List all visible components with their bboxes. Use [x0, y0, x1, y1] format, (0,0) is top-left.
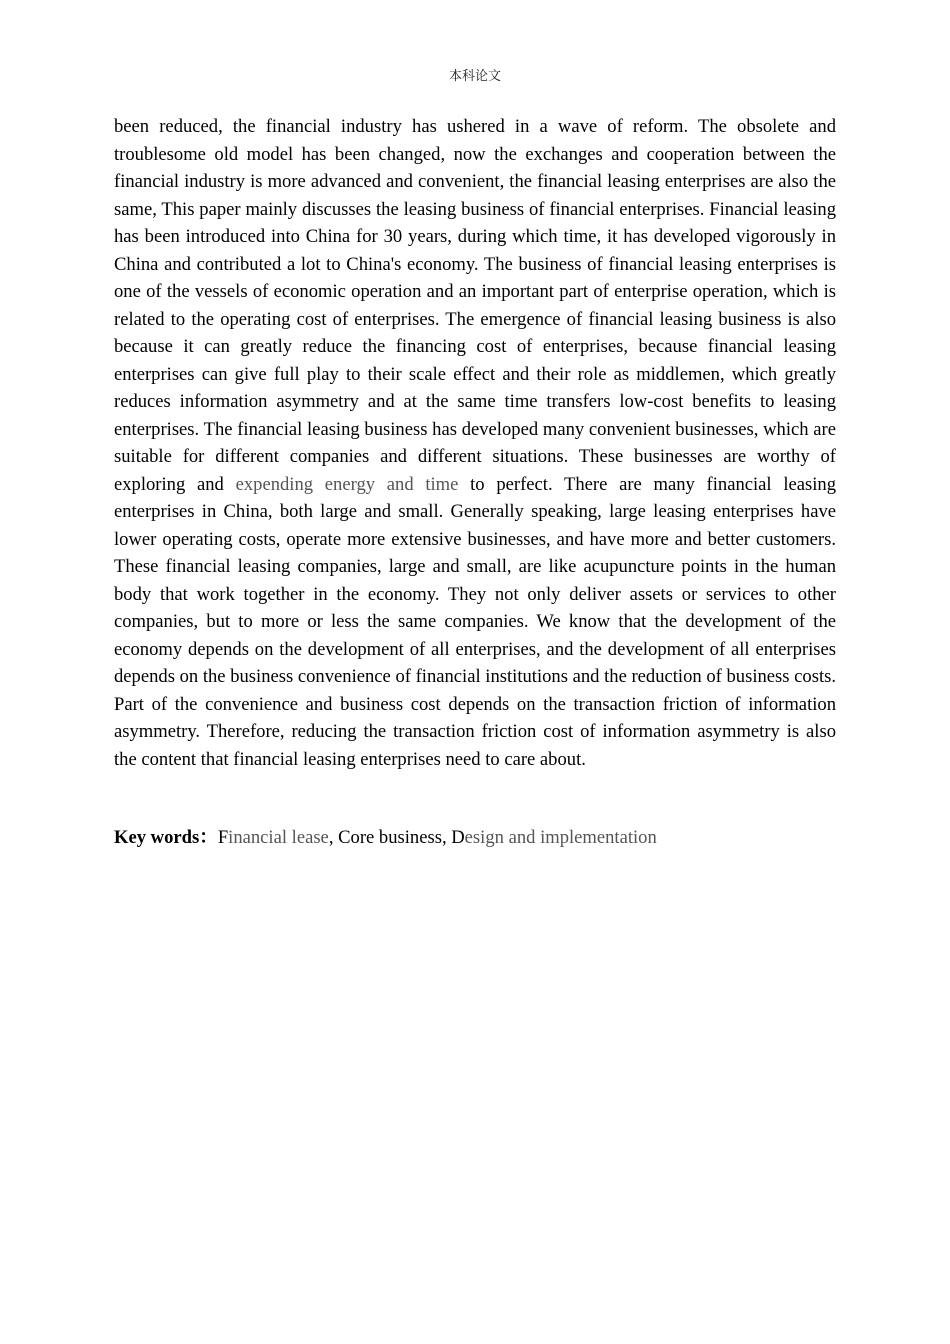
keyword-3-initial: D: [451, 827, 465, 848]
abstract-text-part-2: to perfect. There are many financial leasing enterprises in China, both large and small. Generally speaking, large leasing enterprises have lower operating costs, operate more extensive businesses, and have more and better customers. These financial leasing companies, large and small, are like acupuncture points in the human body that work together in the economy. They not only deliver assets or services to other companies, but to more or less the same companies. We know that the development of the economy depends on the development of all enterprises, and the development of all enterprises depends on the business convenience of financial institutions and the reduction of business costs. Part of the convenience and business cost depends on the transaction friction of information asymmetry. Therefore, reducing the transaction friction cost of information asymmetry is also the content that financial leasing enterprises need to care about.: [114, 473, 837, 770]
keywords-label: Key words：: [114, 827, 218, 848]
keyword-separator-2: ,: [441, 827, 452, 848]
keywords-line: [114, 824, 836, 852]
abstract-text-part-1: been reduced, the financial industry has ushered in a wave of reform. The obsolete and troublesome old model has been changed, now the exchanges and cooperation between the financial industry is more advanced and convenient, the financial leasing enterprises are also the same, This paper mainly discusses the leasing business of financial enterprises. Financial leasing has been introduced into China for 30 years, during which time, it has developed vigorously in China and contributed a lot to China's economy. The business of financial leasing enterprises is one of the vessels of economic operation and an important part of enterprise operation, which is related to the operating cost of enterprises. The emergence of financial leasing business is also because it can greatly reduce the financing cost of enterprises, because financial leasing enterprises can give full play to their scale effect and their role as middlemen, which greatly reduces information asymmetry and at the same time transfers low-cost benefits to leasing enterprises. The financial leasing business has developed many convenient businesses, which are suitable for different companies and different situations. These businesses are worthy of exploring and: [114, 116, 836, 495]
keyword-separator-1: ,: [328, 827, 339, 848]
keyword-1-rest: inancial lease: [228, 827, 329, 848]
keyword-1-initial: F: [217, 827, 229, 848]
keyword-3-rest: esign and implementation: [464, 827, 657, 848]
abstract-highlighted-phrase: expending energy and time: [235, 473, 459, 495]
keyword-2: Core business: [338, 827, 442, 848]
running-header: 本科论文: [448, 69, 501, 84]
abstract-paragraph: [114, 113, 836, 773]
